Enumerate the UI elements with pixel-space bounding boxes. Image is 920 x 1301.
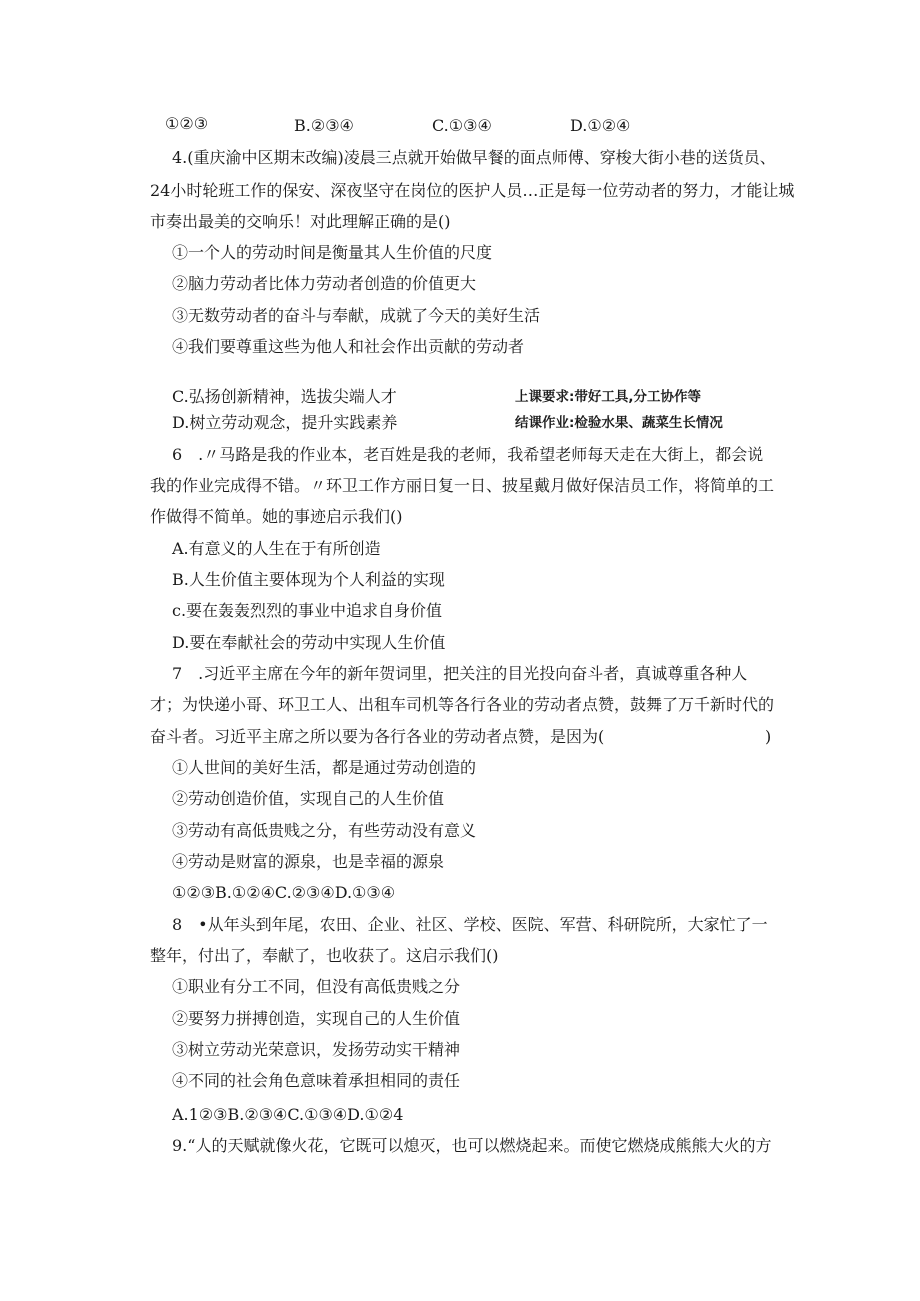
q6-option-a: A.有意义的人生在于有所创造	[172, 539, 381, 558]
q4-item-2: ②脑力劳动者比体力劳动者创造的价值更大	[172, 274, 477, 293]
q7-stem-line-1: 7 .习近平主席在今年的新年贺词里，把关注的目光投向奋斗者，真诚尊重各种人	[172, 664, 748, 683]
q8-item-4: ④不同的社会角色意味着承担相同的责任	[172, 1071, 461, 1090]
q7-item-3: ③劳动有高低贵贱之分，有些劳动没有意义	[172, 821, 477, 840]
q6-stem-line-3: 作做得不简单。她的事迹启示我们()	[150, 507, 403, 526]
q4-item-3: ③无数劳动者的奋斗与奉献，成就了今天的美好生活	[172, 306, 541, 325]
q4-stem-line-1: 4.(重庆渝中区期末改编)凌晨三点就开始做早餐的面点师傅、穿梭大街小巷的送货员、	[172, 148, 776, 167]
q3-option-d: D.①②④	[570, 116, 631, 135]
q8-item-1: ①职业有分工不同，但没有高低贵贱之分	[172, 977, 461, 996]
q9-stem-line-1: 9.“人的天赋就像火花，它既可以熄灭，也可以燃烧起来。而使它燃烧成熊熊大火的方	[172, 1136, 772, 1155]
q7-answer-bracket-close: )	[765, 727, 772, 746]
q8-item-2: ②要努力拼搏创造，实现自己的人生价值	[172, 1009, 461, 1028]
q5-note-class-requirement: 上课要求:带好工具,分工协作等	[515, 389, 702, 405]
q7-stem-line-2: 才；为快递小哥、环卫工人、出租车司机等各行各业的劳动者点赞，鼓舞了万千新时代的	[150, 695, 775, 714]
q6-option-d: D.要在奉献社会的劳动中实现人生价值	[172, 633, 446, 652]
q7-options: ①②③B.①②④C.②③④D.①③④	[172, 883, 396, 902]
q5-note-homework: 结课作业:检验水果、蔬菜生长情况	[515, 415, 723, 431]
q7-stem-line-3: 奋斗者。习近平主席之所以要为各行各业的劳动者点赞，是因为(	[150, 727, 605, 746]
q8-item-3: ③树立劳动光荣意识，发扬劳动实干精神	[172, 1040, 461, 1059]
q6-stem-line-1: 6 .〃马路是我的作业本，老百姓是我的老师，我希望老师每天走在大街上，都会说	[172, 445, 764, 464]
q7-item-4: ④劳动是财富的源泉，也是幸福的源泉	[172, 852, 445, 871]
q6-option-c: c.要在轰轰烈烈的事业中追求自身价值	[172, 601, 443, 620]
q4-item-1: ①一个人的劳动时间是衡量其人生价值的尺度	[172, 243, 493, 262]
q3-option-c: C.①③④	[432, 116, 492, 135]
q3-option-b: B.②③④	[294, 116, 354, 135]
q5-option-d: D.树立劳动观念，提升实践素养	[172, 413, 398, 432]
q4-stem-line-2: 24小时轮班工作的保安、深夜坚守在岗位的医护人员…正是每一位劳动者的努力，才能让城	[150, 181, 795, 200]
q7-item-2: ②劳动创造价值，实现自己的人生价值	[172, 789, 445, 808]
q6-stem-line-2: 我的作业完成得不错。〃环卫工作方丽日复一日、披星戴月做好保洁员工作，将简单的工	[150, 476, 775, 495]
q8-stem-line-2: 整年，付出了，奉献了，也收获了。这启示我们()	[150, 946, 499, 965]
q8-options: A.1②③B.②③④C.①③④D.①②4	[172, 1105, 404, 1124]
q7-item-1: ①人世间的美好生活，都是通过劳动创造的	[172, 758, 477, 777]
q4-stem-line-3: 市奏出最美的交响乐！对此理解正确的是()	[150, 212, 451, 231]
q5-option-c: C.弘扬创新精神，选拔尖端人才	[172, 387, 397, 406]
q4-item-4: ④我们要尊重这些为他人和社会作出贡献的劳动者	[172, 337, 525, 356]
q3-option-a: ①②③	[165, 114, 209, 133]
q6-option-b: B.人生价值主要体现为个人利益的实现	[172, 570, 445, 589]
q8-stem-line-1: 8 •从年头到年尾，农田、企业、社区、学校、医院、军营、科研院所，大家忙了一	[172, 915, 768, 934]
